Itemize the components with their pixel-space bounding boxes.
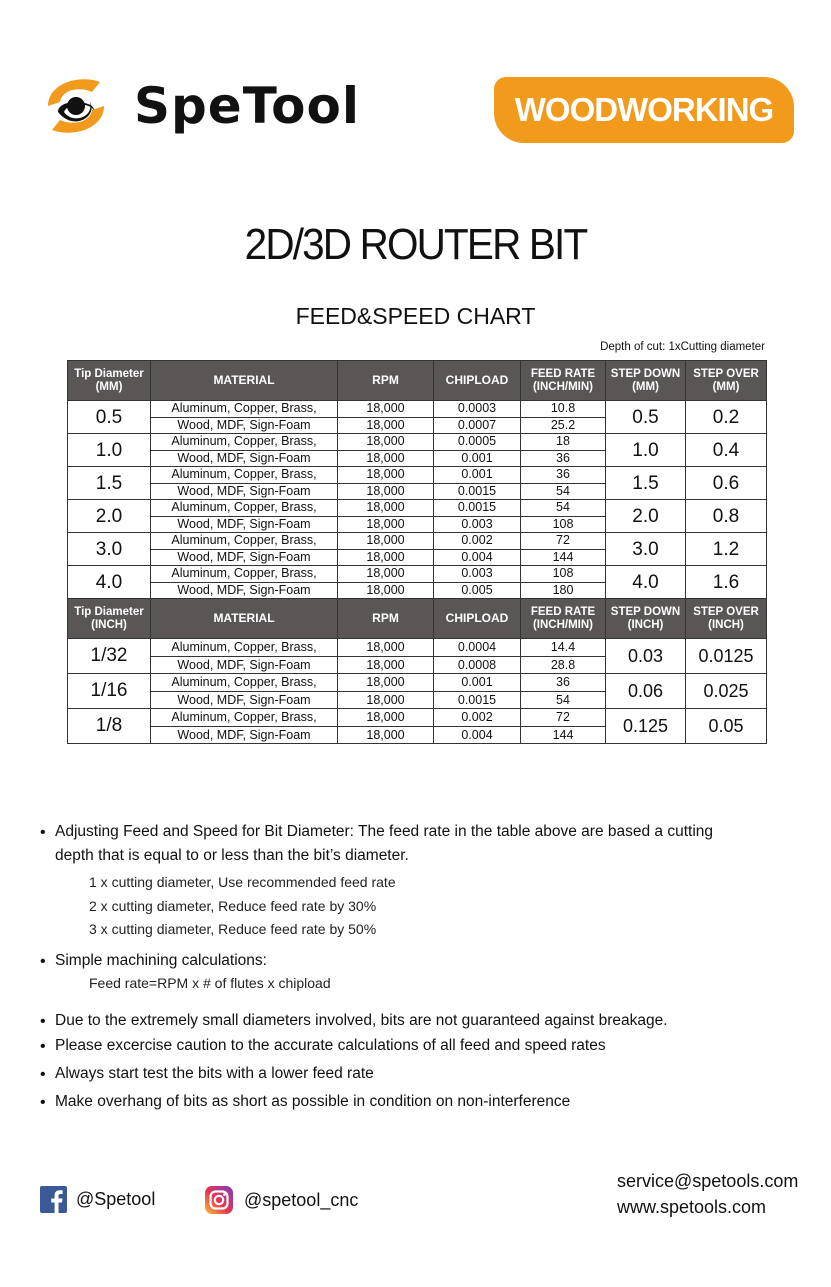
step-over-cell: 0.8 — [686, 500, 767, 533]
spetool-logo-icon — [38, 72, 114, 140]
material-cell: Wood, MDF, Sign-Foam — [151, 549, 338, 566]
feed-rate-cell: 10.8 — [521, 401, 606, 418]
depth-note: Depth of cut: 1xCutting diameter — [600, 341, 765, 353]
table-row — [68, 639, 767, 657]
column-header: STEP DOWN (INCH) — [606, 599, 686, 639]
chipload-cell: 0.0015 — [434, 500, 521, 517]
table-row — [68, 566, 767, 583]
rpm-cell: 18,000 — [338, 582, 434, 599]
step-down-cell: 0.03 — [606, 639, 686, 674]
step-over-cell: 0.025 — [686, 674, 767, 709]
step-down-cell: 0.5 — [606, 401, 686, 434]
feed-rate-cell: 36 — [521, 674, 606, 692]
step-over-cell: 0.4 — [686, 434, 767, 467]
contact-website[interactable]: www.spetools.com — [617, 1197, 767, 1217]
material-cell: Wood, MDF, Sign-Foam — [151, 417, 338, 434]
feed-rate-cell: 54 — [521, 500, 606, 517]
rpm-cell: 18,000 — [338, 450, 434, 467]
facebook-icon — [40, 1186, 67, 1213]
feed-rate-cell: 18 — [521, 434, 606, 451]
feed-rate-cell: 54 — [521, 483, 606, 500]
chipload-cell: 0.002 — [434, 709, 521, 727]
feed-speed-table — [67, 360, 767, 744]
rpm-cell: 18,000 — [338, 417, 434, 434]
step-down-cell: 1.0 — [606, 434, 686, 467]
feed-rate-cell: 14.4 — [521, 639, 606, 657]
column-header: STEP OVER (INCH) — [686, 599, 767, 639]
column-header: MATERIAL — [151, 599, 338, 639]
bullet-dot-icon: • — [40, 1038, 46, 1055]
material-cell: Aluminum, Copper, Brass, — [151, 401, 338, 418]
adjust-item: 2 x cutting diameter, Reduce feed rate by 30% — [89, 898, 377, 914]
bullet-dot-icon: • — [40, 824, 46, 841]
step-down-cell: 2.0 — [606, 500, 686, 533]
step-down-cell: 0.125 — [606, 709, 686, 744]
feed-rate-cell: 36 — [521, 450, 606, 467]
feed-rate-cell: 180 — [521, 582, 606, 599]
column-header: Tip Diameter (MM) — [68, 361, 151, 401]
table-row — [68, 674, 767, 692]
rpm-cell: 18,000 — [338, 467, 434, 484]
rpm-cell: 18,000 — [338, 533, 434, 550]
step-over-cell: 1.2 — [686, 533, 767, 566]
contact-email[interactable]: service@spetools.com — [617, 1171, 799, 1191]
tip-diameter-cell: 1/32 — [68, 639, 151, 674]
tip-diameter-cell: 3.0 — [68, 533, 151, 566]
material-cell: Aluminum, Copper, Brass, — [151, 566, 338, 583]
table-row — [68, 401, 767, 418]
rpm-cell: 18,000 — [338, 709, 434, 727]
step-down-cell: 0.06 — [606, 674, 686, 709]
chipload-cell: 0.0007 — [434, 417, 521, 434]
step-down-cell: 3.0 — [606, 533, 686, 566]
feed-rate-cell: 144 — [521, 726, 606, 744]
feed-rate-cell: 108 — [521, 566, 606, 583]
material-cell: Aluminum, Copper, Brass, — [151, 434, 338, 451]
rpm-cell: 18,000 — [338, 639, 434, 657]
feed-rate-cell: 28.8 — [521, 656, 606, 674]
bullet-dot-icon: • — [40, 1013, 46, 1030]
chipload-cell: 0.004 — [434, 726, 521, 744]
feed-rate-cell: 144 — [521, 549, 606, 566]
tip-diameter-cell: 2.0 — [68, 500, 151, 533]
chipload-cell: 0.001 — [434, 467, 521, 484]
chipload-cell: 0.003 — [434, 516, 521, 533]
rpm-cell: 18,000 — [338, 566, 434, 583]
material-cell: Aluminum, Copper, Brass, — [151, 674, 338, 692]
table-row — [68, 500, 767, 517]
chipload-cell: 0.003 — [434, 566, 521, 583]
page-title: 2D/3D ROUTER BIT — [244, 220, 587, 269]
facebook-link[interactable] — [40, 1186, 155, 1213]
rpm-cell: 18,000 — [338, 726, 434, 744]
adjust-item: 1 x cutting diameter, Use recommended feed rate — [89, 874, 396, 890]
chart-subtitle: FEED&SPEED CHART — [295, 303, 536, 329]
material-cell: Aluminum, Copper, Brass, — [151, 639, 338, 657]
chipload-cell: 0.004 — [434, 549, 521, 566]
bullet-dot-icon: • — [40, 1094, 46, 1111]
tip-diameter-cell: 1/8 — [68, 709, 151, 744]
instagram-handle: @spetool_cnc — [244, 1189, 359, 1210]
column-header: RPM — [338, 361, 434, 401]
step-over-cell: 0.0125 — [686, 639, 767, 674]
step-over-cell: 0.6 — [686, 467, 767, 500]
feed-rate-cell: 54 — [521, 691, 606, 709]
material-cell: Wood, MDF, Sign-Foam — [151, 691, 338, 709]
column-header: CHIPLOAD — [434, 599, 521, 639]
feed-rate-cell: 36 — [521, 467, 606, 484]
rpm-cell: 18,000 — [338, 691, 434, 709]
tip-diameter-cell: 1/16 — [68, 674, 151, 709]
rpm-cell: 18,000 — [338, 500, 434, 517]
chipload-cell: 0.0004 — [434, 639, 521, 657]
step-down-cell: 1.5 — [606, 467, 686, 500]
tip-diameter-cell: 4.0 — [68, 566, 151, 599]
rpm-cell: 18,000 — [338, 401, 434, 418]
category-badge: WOODWORKING — [494, 77, 794, 143]
table-header-row — [68, 599, 767, 639]
material-cell: Wood, MDF, Sign-Foam — [151, 483, 338, 500]
column-header: CHIPLOAD — [434, 361, 521, 401]
chipload-cell: 0.0003 — [434, 401, 521, 418]
table-row — [68, 434, 767, 451]
chipload-cell: 0.002 — [434, 533, 521, 550]
chipload-cell: 0.0015 — [434, 483, 521, 500]
material-cell: Wood, MDF, Sign-Foam — [151, 450, 338, 467]
column-header: Tip Diameter (INCH) — [68, 599, 151, 639]
rpm-cell: 18,000 — [338, 483, 434, 500]
tip-diameter-cell: 1.5 — [68, 467, 151, 500]
step-down-cell: 4.0 — [606, 566, 686, 599]
bullet-dot-icon: • — [40, 1066, 46, 1083]
column-header: STEP DOWN (MM) — [606, 361, 686, 401]
tip-diameter-cell: 1.0 — [68, 434, 151, 467]
material-cell: Wood, MDF, Sign-Foam — [151, 656, 338, 674]
chipload-cell: 0.0005 — [434, 434, 521, 451]
table-header-row — [68, 361, 767, 401]
column-header: FEED RATE (INCH/MIN) — [521, 361, 606, 401]
calc-formula: Feed rate=RPM x # of flutes x chipload — [89, 975, 331, 991]
chipload-cell: 0.0015 — [434, 691, 521, 709]
table-row — [68, 467, 767, 484]
material-cell: Aluminum, Copper, Brass, — [151, 500, 338, 517]
feed-rate-cell: 72 — [521, 709, 606, 727]
brand-name: SpeTool — [134, 77, 361, 135]
table-row — [68, 709, 767, 727]
rpm-cell: 18,000 — [338, 674, 434, 692]
feed-rate-cell: 25.2 — [521, 417, 606, 434]
rpm-cell: 18,000 — [338, 516, 434, 533]
instagram-icon — [205, 1186, 233, 1214]
column-header: RPM — [338, 599, 434, 639]
rpm-cell: 18,000 — [338, 656, 434, 674]
chipload-cell: 0.005 — [434, 582, 521, 599]
adjust-item: 3 x cutting diameter, Reduce feed rate by 50% — [89, 921, 377, 937]
tip-diameter-cell: 0.5 — [68, 401, 151, 434]
chipload-cell: 0.001 — [434, 674, 521, 692]
rpm-cell: 18,000 — [338, 434, 434, 451]
chipload-cell: 0.0008 — [434, 656, 521, 674]
step-over-cell: 0.2 — [686, 401, 767, 434]
material-cell: Wood, MDF, Sign-Foam — [151, 582, 338, 599]
rpm-cell: 18,000 — [338, 549, 434, 566]
step-over-cell: 0.05 — [686, 709, 767, 744]
material-cell: Wood, MDF, Sign-Foam — [151, 726, 338, 744]
material-cell: Wood, MDF, Sign-Foam — [151, 516, 338, 533]
bullet-dot-icon: • — [40, 953, 46, 970]
chipload-cell: 0.001 — [434, 450, 521, 467]
material-cell: Aluminum, Copper, Brass, — [151, 467, 338, 484]
material-cell: Aluminum, Copper, Brass, — [151, 709, 338, 727]
feed-rate-cell: 108 — [521, 516, 606, 533]
column-header: MATERIAL — [151, 361, 338, 401]
table-row — [68, 533, 767, 550]
column-header: FEED RATE (INCH/MIN) — [521, 599, 606, 639]
instagram-link[interactable] — [205, 1186, 358, 1214]
step-over-cell: 1.6 — [686, 566, 767, 599]
feed-rate-cell: 72 — [521, 533, 606, 550]
material-cell: Aluminum, Copper, Brass, — [151, 533, 338, 550]
column-header: STEP OVER (MM) — [686, 361, 767, 401]
facebook-handle: @Spetool — [76, 1189, 156, 1209]
brand-logo — [38, 72, 378, 144]
